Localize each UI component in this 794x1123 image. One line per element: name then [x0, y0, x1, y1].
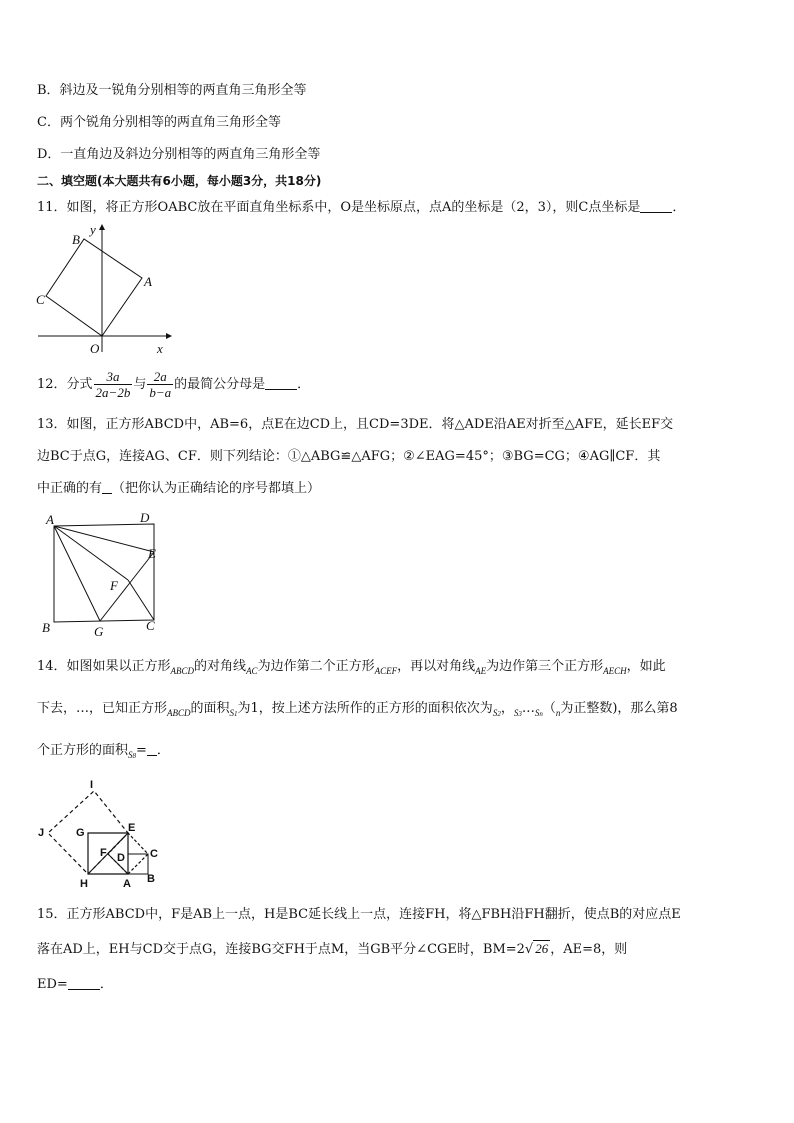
- q11-label-c: C: [36, 292, 45, 307]
- q11-label-b: B: [72, 232, 80, 247]
- q14-label-i: I: [90, 779, 94, 791]
- question-15-line-3: ED= ．: [37, 977, 113, 992]
- question-13-line-1: 13．如图，正方形ABCD中，AB=6，点E在边CD上，且CD=3DE．将△ADE沿AE对折至△AFE，延长EF交: [37, 417, 674, 432]
- q11-label-a: A: [144, 274, 152, 289]
- option-c: C．两个锐角分别相等的两直角三角形全等: [37, 115, 281, 130]
- question-15-line-2: 落在AD上，EH与CD交于点G，连接BG交FH于点M，当GB平分∠CGE时，BM=2√ 26 ，AE=8，则: [37, 941, 628, 957]
- q11-label-y: y: [90, 222, 96, 237]
- option-d: D．一直角边及斜边分别相等的两直角三角形全等: [37, 147, 321, 162]
- q14-label-a: A: [123, 878, 131, 890]
- question-11: 11．如图，将正方形OABC放在平面直角坐标系中，O是坐标原点，点A的坐标是（2，3），则C点坐标是 ．: [37, 200, 686, 215]
- q15-answer-blank[interactable]: [68, 976, 100, 990]
- q14-label-c: C: [150, 848, 158, 860]
- q14-label-j: J: [38, 827, 45, 839]
- q13-label-a: A: [46, 512, 54, 527]
- q11-label-x: x: [157, 341, 163, 356]
- q12-fraction-1: $\frac{3a}{2a-2b}$: [95, 369, 131, 400]
- question-13-line-2: 边BC于点G，连接AG、CF．则下列结论：①△ABG≌△AFG；②∠EAG=45°；③BG=CG；④AG∥CF．其: [37, 449, 661, 464]
- q14-answer-blank[interactable]: [147, 742, 157, 756]
- sqrt-symbol: √: [524, 942, 534, 957]
- q12-fraction-2: $\frac{2a}{b-a}$: [149, 369, 172, 400]
- q14-label-e: E: [128, 822, 136, 834]
- q13-label-b: B: [42, 620, 50, 635]
- q13-figure: [40, 508, 170, 638]
- q13-label-c: C: [146, 618, 155, 633]
- q15-sqrt-26: 26: [535, 941, 549, 956]
- q14-label-b: B: [147, 873, 155, 885]
- q11-figure: [34, 222, 174, 357]
- q13-label-f: F: [110, 578, 118, 593]
- q14-label-f: F: [100, 847, 107, 859]
- q11-label-o: O: [90, 341, 100, 356]
- option-b: B．斜边及一锐角分别相等的两直角三角形全等: [37, 83, 307, 98]
- q12-answer-blank[interactable]: [265, 376, 297, 390]
- question-14-line-1: 14．如图如果以正方形$_{ABCD}$的对角线$_{AC}$为边作第二个正方形$_{ACEF}$，再以对角线$_{AE}$为边作第三个正方形$_{AECH}$，如此: [37, 659, 666, 676]
- question-13-line-3: 中正确的有 （把你认为正确结论的序号都填上）: [37, 481, 321, 496]
- question-14-line-2: 下去，…，已知正方形$_{ABCD}$的面积$_{S1}$为1，按上述方法所作的正方形的面积依次为$_{S2}$，$_{S3}\dots_{Sn}(_n$为正整数)，那么第8: [37, 701, 678, 718]
- q14-label-d: D: [117, 852, 125, 864]
- q13-label-e: E: [148, 546, 156, 561]
- q13-label-d: D: [140, 510, 150, 525]
- q11-text: 11．如图，将正方形OABC放在平面直角坐标系中，O是坐标原点，点A的坐标是（2，3），则C点坐标是: [37, 200, 641, 215]
- q14-figure: [36, 776, 166, 891]
- q14-label-g: G: [76, 827, 85, 839]
- question-14-line-3: 个正方形的面积$_{S8}$= ．: [37, 743, 170, 760]
- q11-answer-blank[interactable]: [640, 199, 672, 213]
- question-12: 12．分式 $\frac{3a}{2a-2b}$ 与 $\frac{2a}{b-a}$ 的最简公分母是 ．: [37, 369, 311, 400]
- q13-label-g: G: [94, 624, 104, 639]
- q13-answer-blank[interactable]: [102, 480, 112, 494]
- section-header: 二、填空题(本大题共有6小题，每小题3分，共18分): [37, 174, 322, 188]
- question-15-line-1: 15．正方形ABCD中，F是AB上一点，H是BC延长线上一点，连接FH，将△FBH沿FH翻折，使点B的对应点E: [37, 907, 681, 922]
- q14-label-h: H: [80, 878, 88, 890]
